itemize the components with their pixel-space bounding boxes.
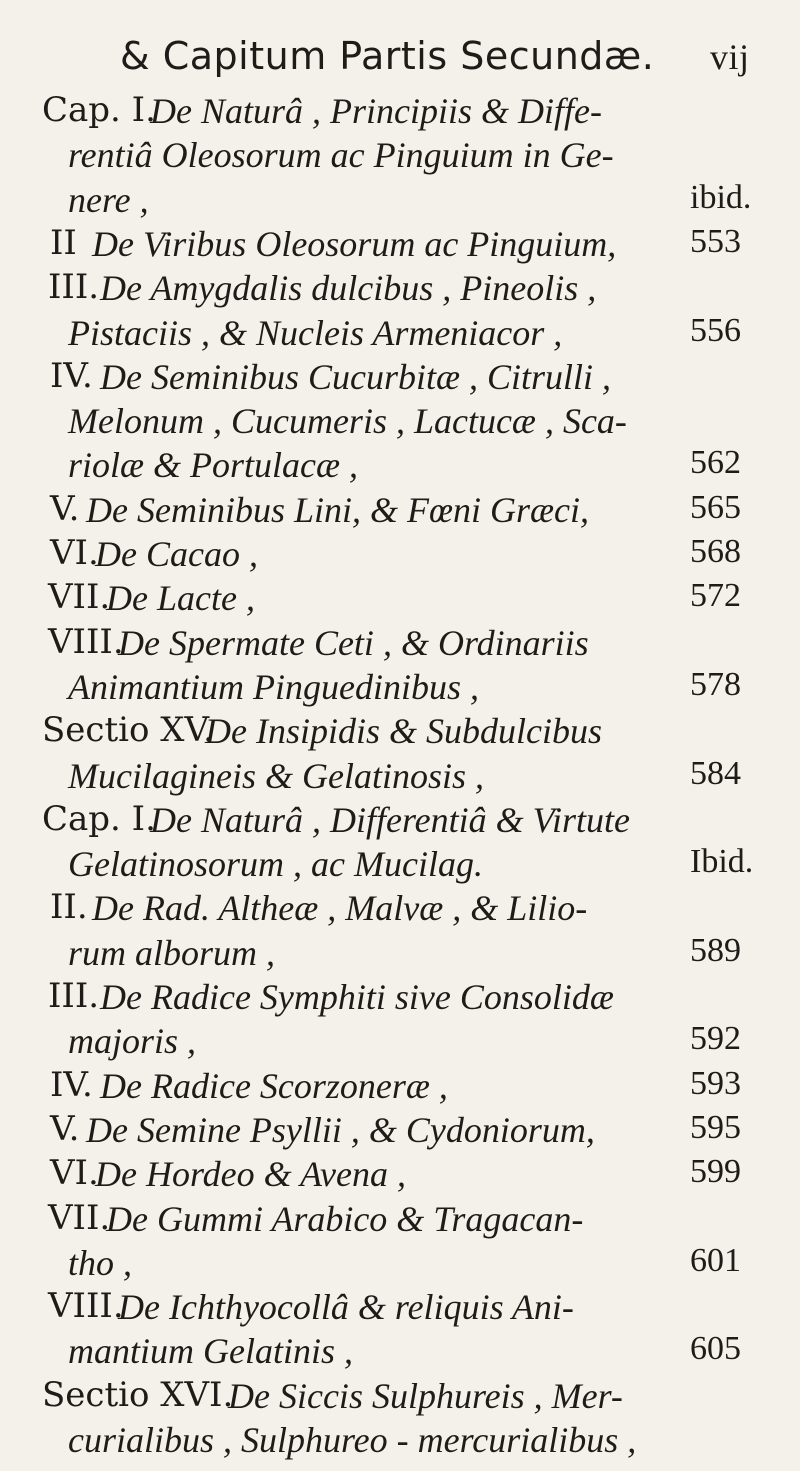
toc-label: IV.: [50, 1064, 93, 1105]
toc-title: De Radice Scorzoneræ ,: [100, 1065, 448, 1106]
toc-label: VII.: [48, 577, 111, 618]
toc-title: Melonum , Cucumeris , Lactucæ , Sca-: [68, 401, 627, 442]
toc-label: VI.: [50, 1153, 99, 1194]
toc-label: VII.: [48, 1197, 111, 1238]
toc-title: riolæ & Portulacæ ,: [68, 445, 359, 486]
toc-title: rentiâ Oleosorum ac Pinguium in Ge-: [68, 135, 614, 176]
toc-line: [0, 1419, 800, 1471]
toc-title: De Seminibus Cucurbitæ , Citrulli ,: [100, 356, 612, 397]
toc-page-number: 595: [690, 1108, 741, 1146]
toc-title: De Viribus Oleosorum ac Pinguium,: [92, 223, 617, 264]
toc-title: De Siccis Sulphureis , Mer-: [228, 1375, 623, 1416]
toc-label: V.: [50, 488, 80, 529]
toc-page-number: 593: [690, 1064, 741, 1102]
header-title: & Capitum Partis Secundæ.: [120, 34, 655, 78]
toc-title: De Seminibus Lini, & Fœni Græci,: [86, 489, 589, 530]
toc-title: De Radice Symphiti sive Consolidæ: [100, 977, 614, 1017]
toc-title: Mucilagineis & Gelatinosis ,: [68, 755, 484, 796]
toc-title: De Hordeo & Avena ,: [95, 1154, 406, 1195]
toc-page-number: 584: [690, 754, 741, 792]
toc-page-number: 605: [690, 1330, 741, 1368]
toc-title: De Gummi Arabico & Tragacan-: [106, 1198, 584, 1239]
toc-label: Cap. I.: [42, 90, 156, 130]
toc-page-number: 556: [690, 311, 741, 349]
toc-page-number: 578: [690, 665, 741, 703]
toc-label: III.: [48, 976, 100, 1016]
toc-title: De Semine Psyllii , & Cydoniorum,: [86, 1109, 595, 1150]
toc-label: II.: [50, 887, 88, 928]
toc-title: mantium Gelatinis ,: [68, 1331, 353, 1372]
toc-label: VIII.: [48, 621, 124, 662]
toc-label: VI.: [50, 533, 99, 573]
toc-title: De Cacao ,: [95, 534, 258, 574]
toc-title: De Ichthyocollâ & reliquis Ani-: [118, 1287, 574, 1328]
toc-title: De Naturâ , Differentiâ & Virtute: [150, 799, 630, 840]
toc-page-number: 553: [690, 222, 741, 260]
toc-title: De Lacte ,: [106, 578, 255, 619]
toc-page-number: ibid.: [690, 178, 752, 216]
toc-title: De Naturâ , Principiis & Diffe-: [150, 91, 602, 131]
toc-label: II: [50, 222, 77, 263]
toc-title: majoris ,: [68, 1021, 197, 1062]
toc-page-number: 601: [690, 1241, 741, 1279]
toc-label: III.: [48, 267, 100, 308]
toc-page-number: 592: [690, 1020, 741, 1058]
toc-label: VIII.: [48, 1286, 124, 1327]
toc-title: De Insipidis & Subdulcibus: [205, 711, 602, 752]
toc-title: Animantium Pinguedinibus ,: [68, 666, 479, 707]
toc-page-number: 562: [690, 444, 741, 482]
running-header: [110, 34, 800, 94]
toc-title: nere ,: [68, 179, 149, 220]
toc-label: Sectio XV.: [42, 710, 214, 751]
toc-title: De Rad. Altheæ , Malvæ , & Lilio-: [92, 888, 588, 929]
toc-label: V.: [50, 1108, 80, 1149]
toc-label: IV.: [50, 355, 93, 396]
toc-title: tho ,: [68, 1242, 133, 1283]
toc-page-number: 572: [690, 577, 741, 615]
toc-page-number: 589: [690, 931, 741, 969]
toc-page-number: 565: [690, 488, 741, 526]
toc-page-number: Ibid.: [690, 843, 754, 881]
toc-title: De Spermate Ceti , & Ordinariis: [118, 622, 589, 663]
toc-title: Gelatinosorum , ac Mucilag.: [68, 844, 483, 885]
toc-title: curialibus , Sulphureo - mercurialibus ,: [68, 1420, 637, 1460]
toc-page-number: 568: [690, 533, 741, 570]
toc-page-number: 599: [690, 1153, 741, 1191]
signature-mark: vij: [710, 37, 750, 77]
toc-title: De Amygdalis dulcibus , Pineolis ,: [100, 268, 597, 309]
toc-title: Pistaciis , & Nucleis Armeniacor ,: [68, 312, 563, 353]
toc-label: Cap. I.: [42, 798, 156, 839]
toc-label: Sectio XVI.: [42, 1374, 234, 1415]
toc-title: rum alborum ,: [68, 932, 276, 973]
